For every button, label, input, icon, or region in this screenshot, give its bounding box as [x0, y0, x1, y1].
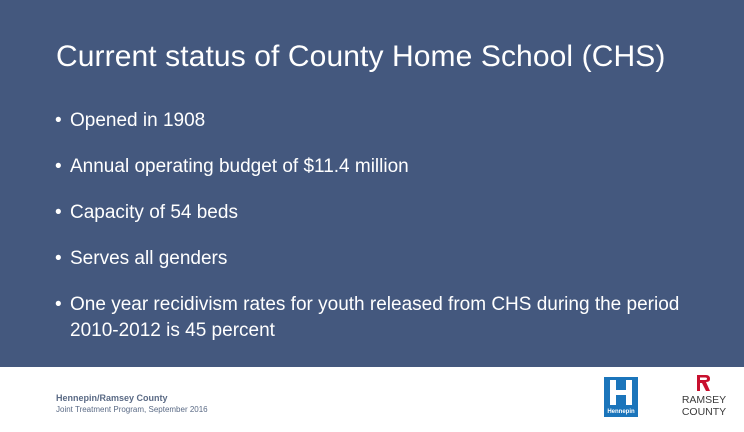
- footer-subtitle: Joint Treatment Program, September 2016: [56, 405, 208, 414]
- bullet-glyph: •: [55, 294, 62, 315]
- bullet-glyph: •: [55, 202, 62, 223]
- ramsey-county-logo: [672, 375, 736, 427]
- bullet-glyph: •: [55, 248, 62, 269]
- bullet-item: [55, 154, 705, 180]
- bullet-item: [55, 108, 705, 134]
- bullet-item: [55, 246, 705, 272]
- bullet-item: [55, 200, 705, 226]
- ramsey-mark-icon: [696, 375, 710, 391]
- bullet-text: Opened in 1908: [70, 110, 206, 131]
- ramsey-logo-line2: COUNTY: [681, 406, 727, 418]
- bullet-text: Capacity of 54 beds: [70, 202, 238, 223]
- bullet-text: Serves all genders: [70, 248, 228, 269]
- bullet-text: Annual operating budget of $11.4 million: [70, 156, 409, 177]
- footer-org: Hennepin/Ramsey County: [56, 393, 168, 403]
- hennepin-logo-text: Hennepin: [607, 409, 635, 415]
- slide-title: Current status of County Home School (CHS): [56, 40, 666, 73]
- hennepin-h-bar: [610, 390, 632, 395]
- bullet-text: One year recidivism rates for youth released from CHS during the period 2010-2012 is 45 percent: [70, 294, 680, 341]
- bullet-list: [55, 108, 705, 364]
- ramsey-logo-text: [672, 394, 736, 418]
- bullet-glyph: •: [55, 156, 62, 177]
- bullet-item: [55, 292, 705, 344]
- slide-footer: [0, 367, 744, 432]
- hennepin-logo: [604, 377, 638, 417]
- bullet-glyph: •: [55, 110, 62, 131]
- ramsey-logo-line1: RAMSEY: [681, 394, 727, 406]
